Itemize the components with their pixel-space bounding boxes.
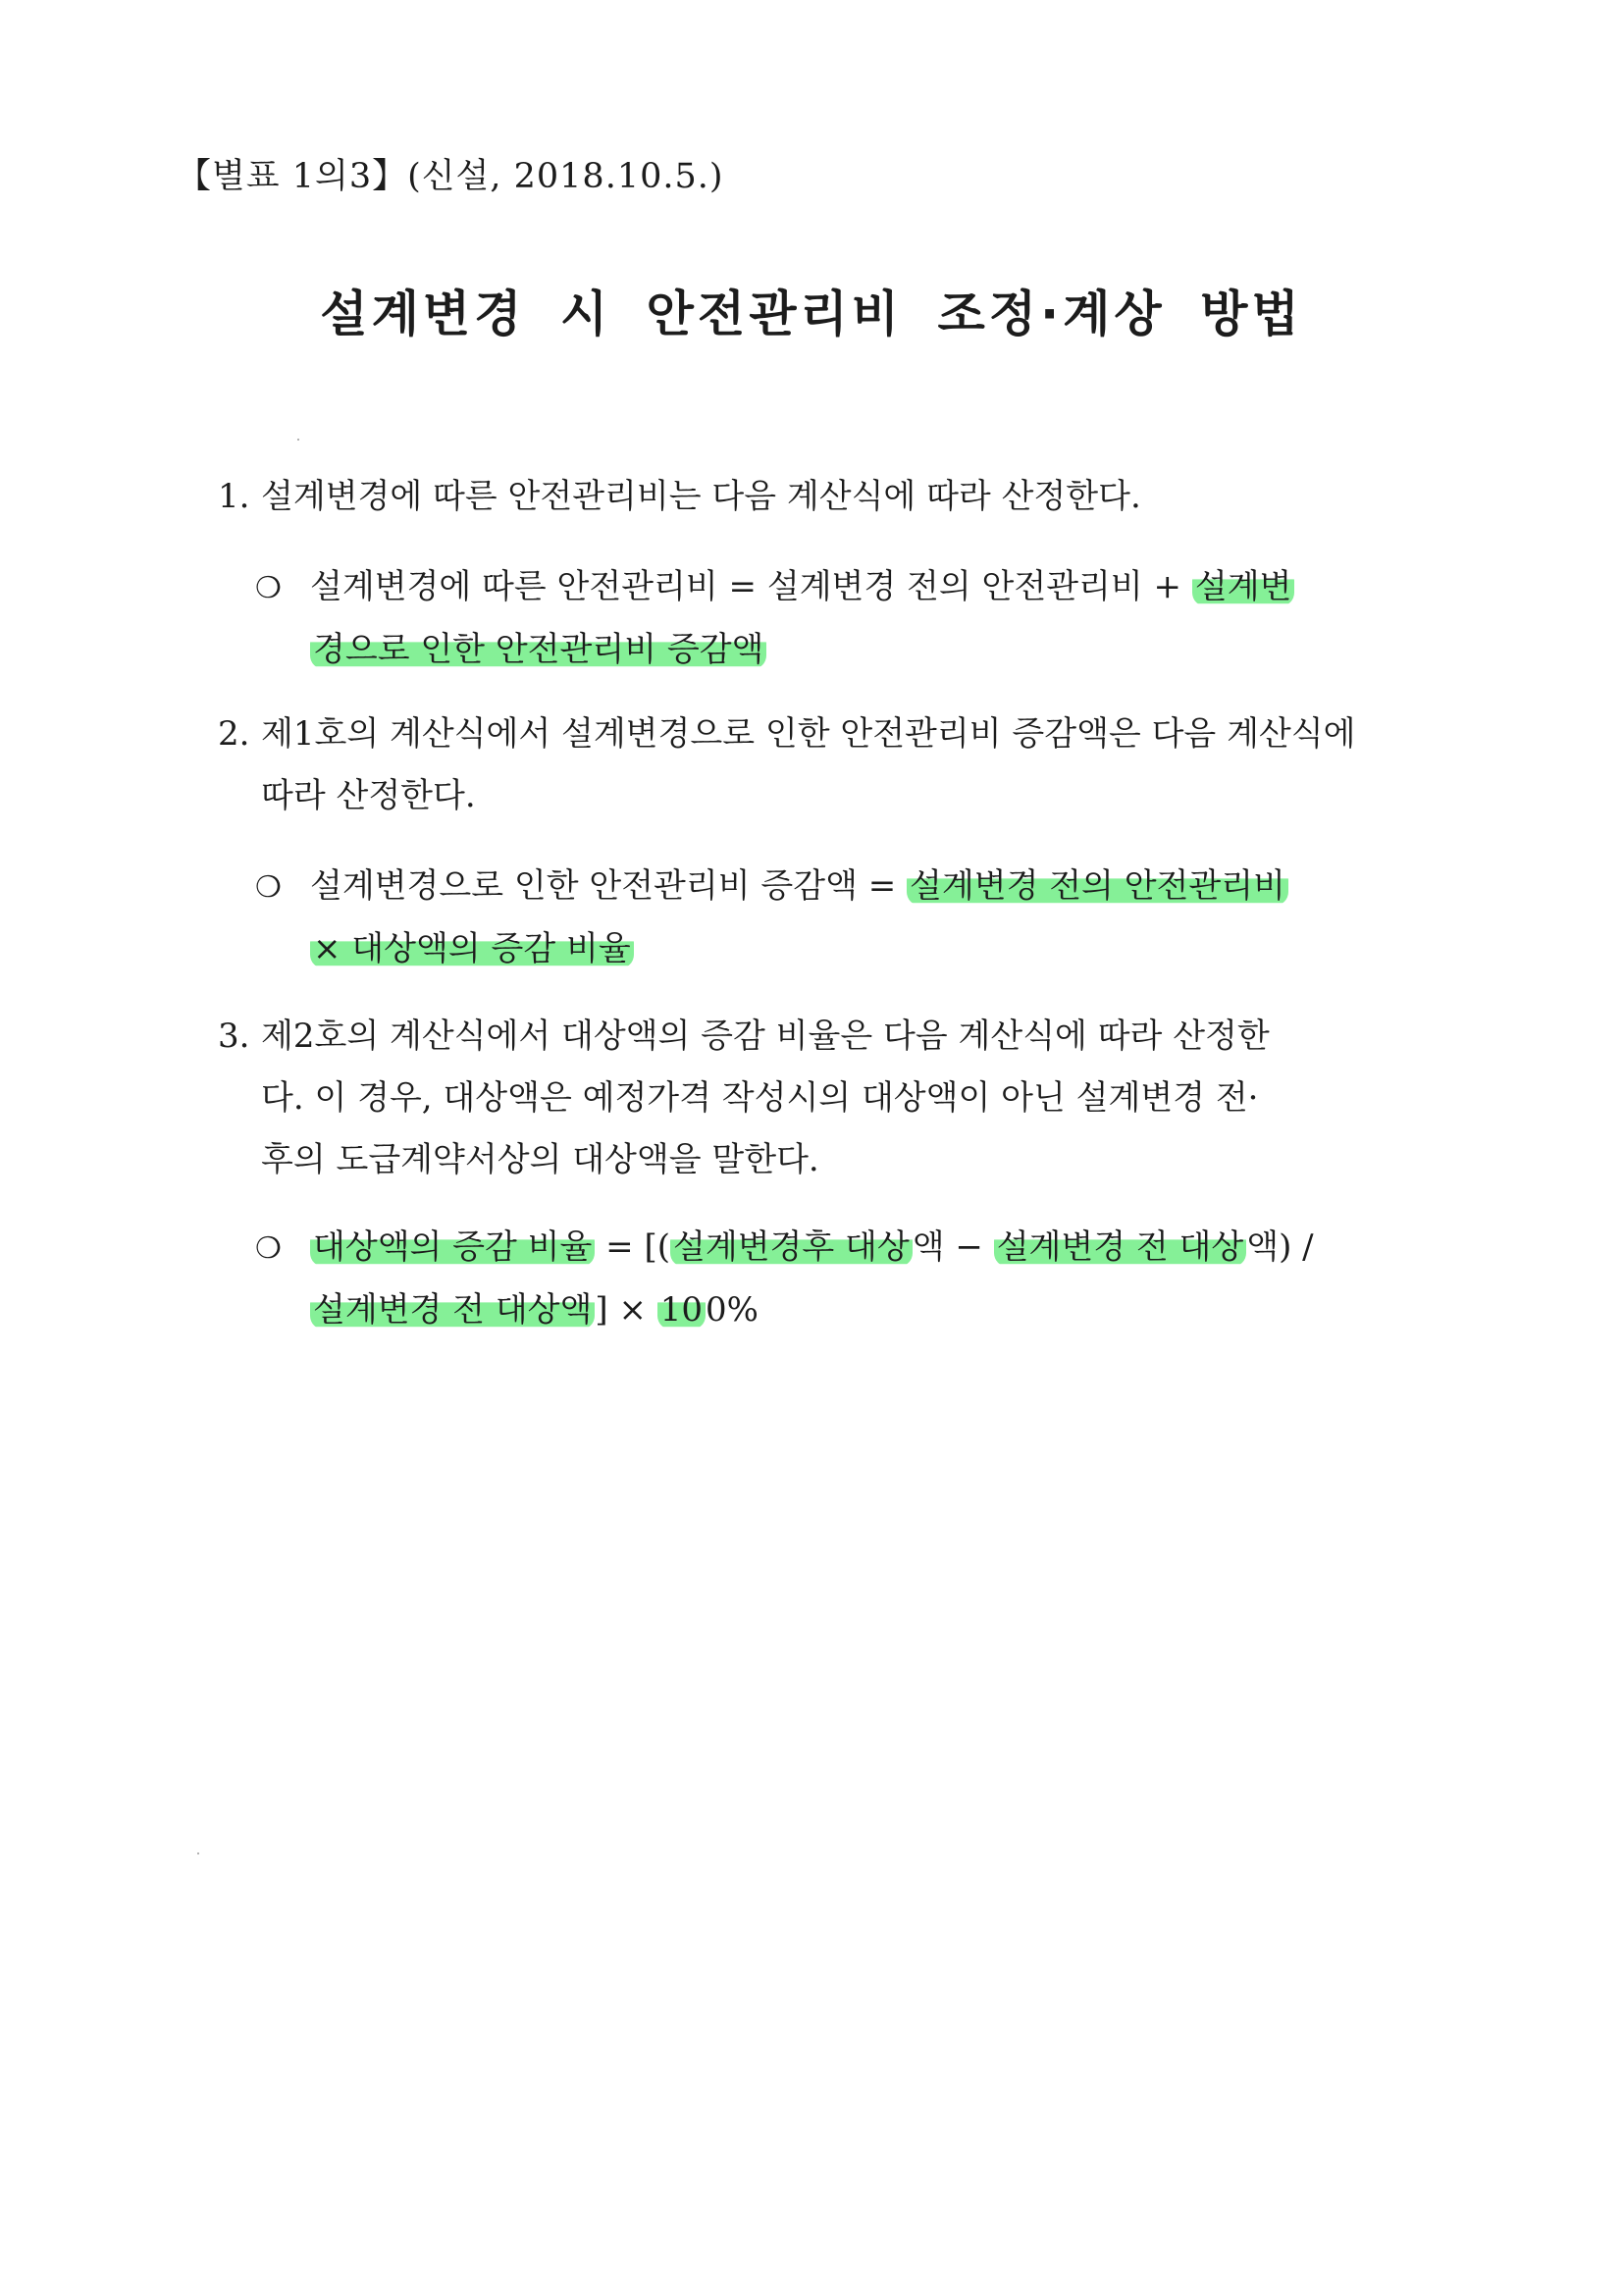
item-number: 2. xyxy=(218,714,250,754)
formula-text: 액 − xyxy=(912,1227,994,1267)
item-text: 제1호의 계산식에서 설계변경으로 인한 안전관리비 증감액은 다음 계산식에 xyxy=(261,714,1356,754)
formula-line-2 xyxy=(255,918,1479,980)
page-title: 설계변경 시 안전관리비 조정·계상 방법 xyxy=(320,286,1303,342)
formula-text: ] × xyxy=(595,1290,657,1330)
formula-text: 설계변경으로 인한 안전관리비 증감액 = xyxy=(310,866,908,906)
highlighted-text: 10 xyxy=(657,1290,706,1330)
formula-text: 액) / xyxy=(1246,1227,1314,1267)
scan-speck xyxy=(197,1852,199,1854)
highlighted-text: 대상액의 증감 비율 xyxy=(310,1227,595,1267)
item-line-1 xyxy=(218,704,1479,765)
item-text: 제2호의 계산식에서 대상액의 증감 비율은 다음 계산식에 따라 산정한 xyxy=(261,1017,1270,1056)
list-item-1 xyxy=(218,466,1479,528)
list-item-2 xyxy=(218,704,1479,827)
item-number: 3. xyxy=(218,1017,250,1056)
circle-bullet-icon: ❍ xyxy=(255,870,282,905)
highlighted-text: 설계변경 전의 안전관리비 xyxy=(907,866,1288,906)
highlighted-text: 설계변경 전 대상액 xyxy=(310,1290,595,1330)
highlighted-text: 설계변 xyxy=(1192,567,1295,606)
formula-line-1 xyxy=(255,556,1479,619)
header-note: 【별표 1의3】(신설, 2018.10.5.) xyxy=(177,157,724,196)
formula-text: 0% xyxy=(706,1290,759,1330)
highlighted-text: × 대상액의 증감 비율 xyxy=(310,929,634,968)
formula-3 xyxy=(255,1217,1479,1341)
highlighted-text: 경으로 인한 안전관리비 증감액 xyxy=(310,630,766,669)
item-line-2: 따라 산정한다. xyxy=(261,776,476,815)
item-text: 설계변경에 따른 안전관리비는 다음 계산식에 따라 산정한다. xyxy=(261,477,1141,516)
formula-text: 설계변경에 따른 안전관리비 = 설계변경 전의 안전관리비 + xyxy=(310,567,1192,606)
item-number: 1. xyxy=(218,477,250,516)
formula-text: = [( xyxy=(595,1227,671,1267)
formula-2 xyxy=(255,856,1479,980)
list-item-3 xyxy=(218,1006,1479,1191)
formula-line-2 xyxy=(255,619,1479,681)
item-line-3: 후의 도급계약서상의 대상액을 말한다. xyxy=(261,1140,819,1179)
highlighted-text: 설계변경후 대상 xyxy=(670,1227,913,1267)
formula-1 xyxy=(255,556,1479,681)
circle-bullet-icon: ❍ xyxy=(255,571,282,605)
formula-line-2 xyxy=(255,1279,1479,1341)
highlighted-text: 설계변경 전 대상 xyxy=(994,1227,1247,1267)
formula-line-1 xyxy=(255,856,1479,918)
item-line-2: 다. 이 경우, 대상액은 예정가격 작성시의 대상액이 아닌 설계변경 전· xyxy=(261,1078,1259,1118)
item-line-1 xyxy=(218,1006,1479,1068)
circle-bullet-icon: ❍ xyxy=(255,1231,282,1266)
formula-line-1 xyxy=(255,1217,1479,1279)
scan-speck xyxy=(297,439,299,441)
